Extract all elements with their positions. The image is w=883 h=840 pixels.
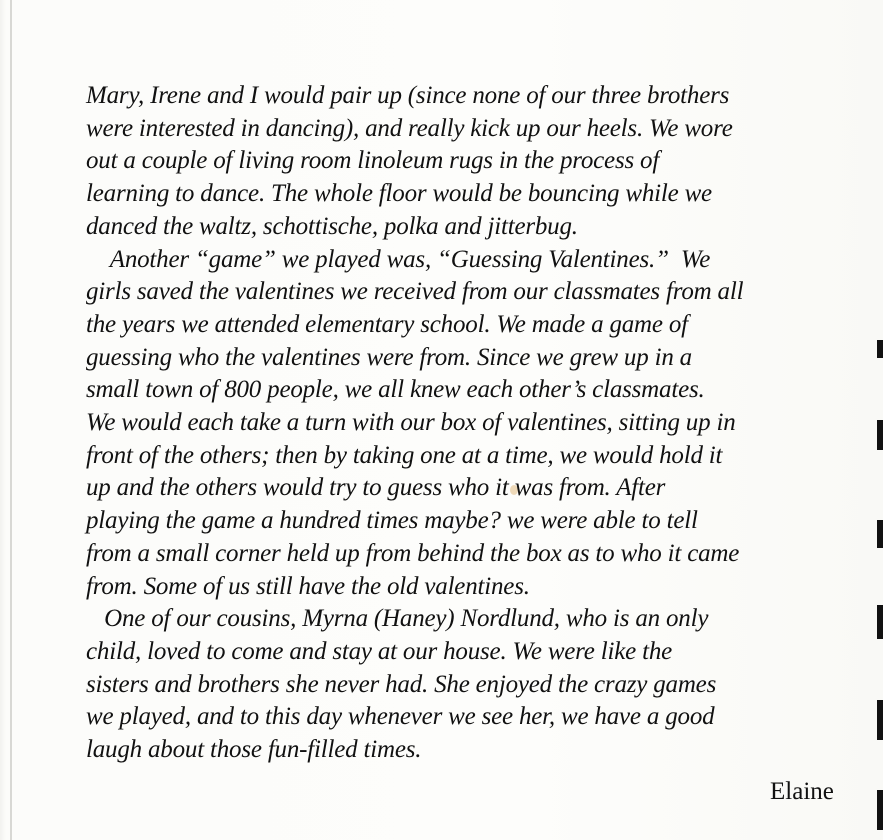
text-line: One of our cousins, Myrna (Haney) Nordlund, who is an only bbox=[86, 605, 709, 633]
edge-mark bbox=[877, 790, 883, 830]
text-line: sisters and brothers she never had. She enjoyed the crazy games bbox=[86, 670, 717, 698]
text-line: playing the game a hundred times maybe? we were able to tell bbox=[86, 507, 698, 535]
text-line: small town of 800 people, we all knew each other’s classmates. bbox=[86, 376, 705, 404]
text-line: we played, and to this day whenever we see her, we have a good bbox=[86, 703, 715, 731]
text-line: laugh about those fun-filled times. bbox=[86, 736, 422, 764]
text-line: were interested in dancing), and really kick up our heels. We wore bbox=[86, 114, 733, 142]
text-line: out a couple of living room linoleum rugs in the process of bbox=[86, 147, 660, 175]
text-line: learning to dance. The whole floor would be bouncing while we bbox=[86, 180, 712, 208]
text-line: girls saved the valentines we received from our classmates from all bbox=[86, 278, 744, 306]
text-line: front of the others; then by taking one at a time, we would hold it bbox=[86, 441, 723, 469]
page-fold-shadow bbox=[10, 0, 12, 840]
text-line: We would each take a turn with our box of valentines, sitting up in bbox=[86, 409, 736, 437]
text-line: child, loved to come and stay at our house. We were like the bbox=[86, 637, 673, 665]
text-line: guessing who the valentines were from. Since we grew up in a bbox=[86, 343, 692, 371]
story-text bbox=[86, 80, 856, 767]
text-line: danced the waltz, schottische, polka and jitterbug. bbox=[86, 212, 578, 240]
edge-mark bbox=[877, 605, 883, 639]
text-line: from. Some of us still have the old valentines. bbox=[86, 572, 530, 600]
edge-mark bbox=[877, 420, 883, 450]
text-line: Another “game” we played was, “Guessing Valentines.” We bbox=[86, 245, 711, 273]
text-line: the years we attended elementary school. We made a game of bbox=[86, 310, 688, 338]
text-line: from a small corner held up from behind the box as to who it came bbox=[86, 539, 740, 567]
edge-mark bbox=[877, 700, 883, 740]
edge-mark bbox=[877, 340, 883, 358]
text-line: up and the others would try to guess who it was from. After bbox=[86, 474, 666, 502]
text-line: Mary, Irene and I would pair up (since none of our three brothers bbox=[86, 82, 730, 109]
signature-name: Elaine bbox=[770, 778, 834, 805]
right-page-edge bbox=[877, 0, 883, 840]
edge-mark bbox=[877, 520, 883, 548]
